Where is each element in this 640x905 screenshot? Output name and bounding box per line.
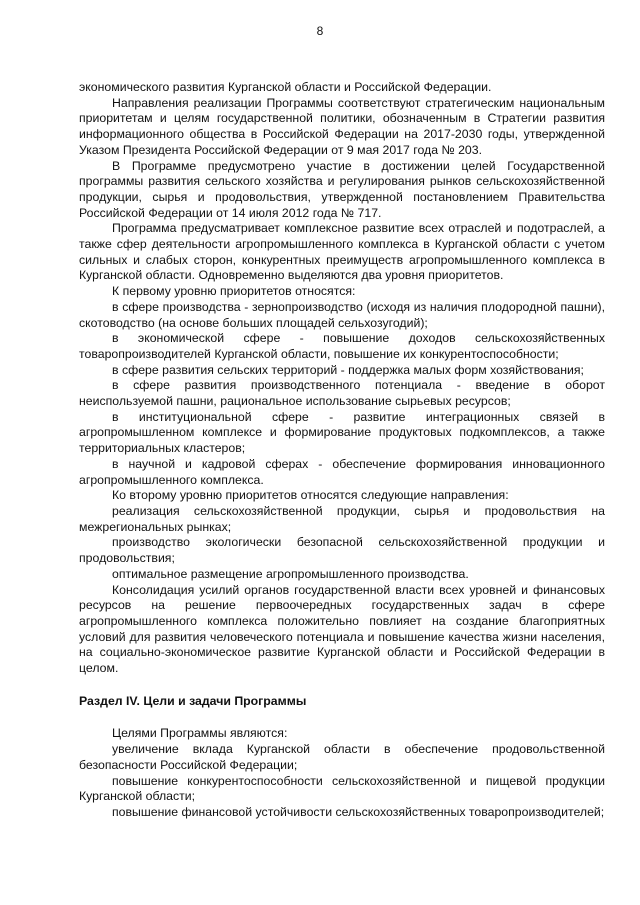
- paragraph: экономического развития Курганской области и Российской Федерации.: [79, 80, 492, 94]
- page-number: 8: [316, 24, 324, 38]
- paragraph: Ко второму уровню приоритетов относятся следующие направления:: [112, 488, 509, 503]
- paragraph: В Программе предусмотрено участие в достижении целей Государственной программы развития сельского хозяйства и регулирования рынков сельскохозяйственной продукции, сырья и продовольствия, утвержденной постановлением Правительства Российской Федерации от 14 июля 2012 года № 717.: [79, 158, 605, 220]
- list-item: в сфере производства - зернопроизводство (исходя из наличия плодородной пашни), скотоводство (на основе больших площадей сельхозугодий);: [79, 299, 605, 330]
- list-item: увеличение вклада Курганской области в обеспечение продовольственной безопасности Российской Федерации;: [79, 742, 605, 772]
- paragraph: Целями Программы являются:: [112, 726, 288, 741]
- list-item: производство экологически безопасной сельскохозяйственной продукции и продовольствия;: [79, 535, 605, 566]
- list-item: в научной и кадровой сферах - обеспечение формирования инновационного агропромышленного комплекса.: [79, 456, 605, 487]
- section-heading: Раздел IV. Цели и задачи Программы: [79, 693, 307, 708]
- list-item: реализация сельскохозяйственной продукции, сырья и продовольствия на межрегиональных рынках;: [79, 503, 605, 534]
- paragraph: К первому уровню приоритетов относятся:: [112, 284, 356, 299]
- list-item: в сфере развития сельских территорий - поддержка малых форм хозяйствования;: [112, 362, 584, 377]
- paragraph: Консолидация усилий органов государственной власти всех уровней и финансовых ресурсов на решение первоочередных государственных задач в сфере агропромышленного комплекса положительно повлияет на создание благоприятных условий для развития человеческого потенциала и повышение качества жизни населения, на социально-экономическое развитие Курганской области и Российской Федерации в целом.: [79, 582, 605, 676]
- paragraph: Программа предусматривает комплексное развитие всех отраслей и подотраслей, а также сфер деятельности агропромышленного комплекса в Курганской области с учетом сильных и слабых сторон, конкурентных преимуществ агропромышленного комплекса в Курганской области. Одновременно выделяются два уровня приоритетов.: [79, 221, 605, 283]
- list-item: в экономической сфере - повышение доходов сельскохозяйственных товаропроизводителей Курганской области, повышение их конкурентоспособности;: [79, 331, 605, 361]
- document-body: [79, 80, 605, 821]
- list-item: в сфере развития производственного потенциала - введение в оборот неиспользуемой пашни, рациональное использование сырьевых ресурсов;: [79, 378, 605, 409]
- list-item: повышение финансовой устойчивости сельскохозяйственных товаропроизводителей;: [112, 804, 605, 819]
- list-item: в институциональной сфере - развитие интеграционных связей в агропромышленном комплексе и формирование продуктовых подкомплексов, а также территориальных кластеров;: [79, 409, 605, 456]
- list-item: повышение конкурентоспособности сельскохозяйственной и пищевой продукции Курганской области;: [79, 773, 605, 804]
- list-item: оптимальное размещение агропромышленного производства.: [112, 566, 469, 581]
- paragraph: Направления реализации Программы соответствуют стратегическим национальным приоритетам и целям государственной политики, обозначенным в Стратегии развития информационного общества в Российской Федерации на 2017-2030 годы, утвержденной Указом Президента Российской Федерации от 9 мая 2017 года № 203.: [79, 95, 605, 157]
